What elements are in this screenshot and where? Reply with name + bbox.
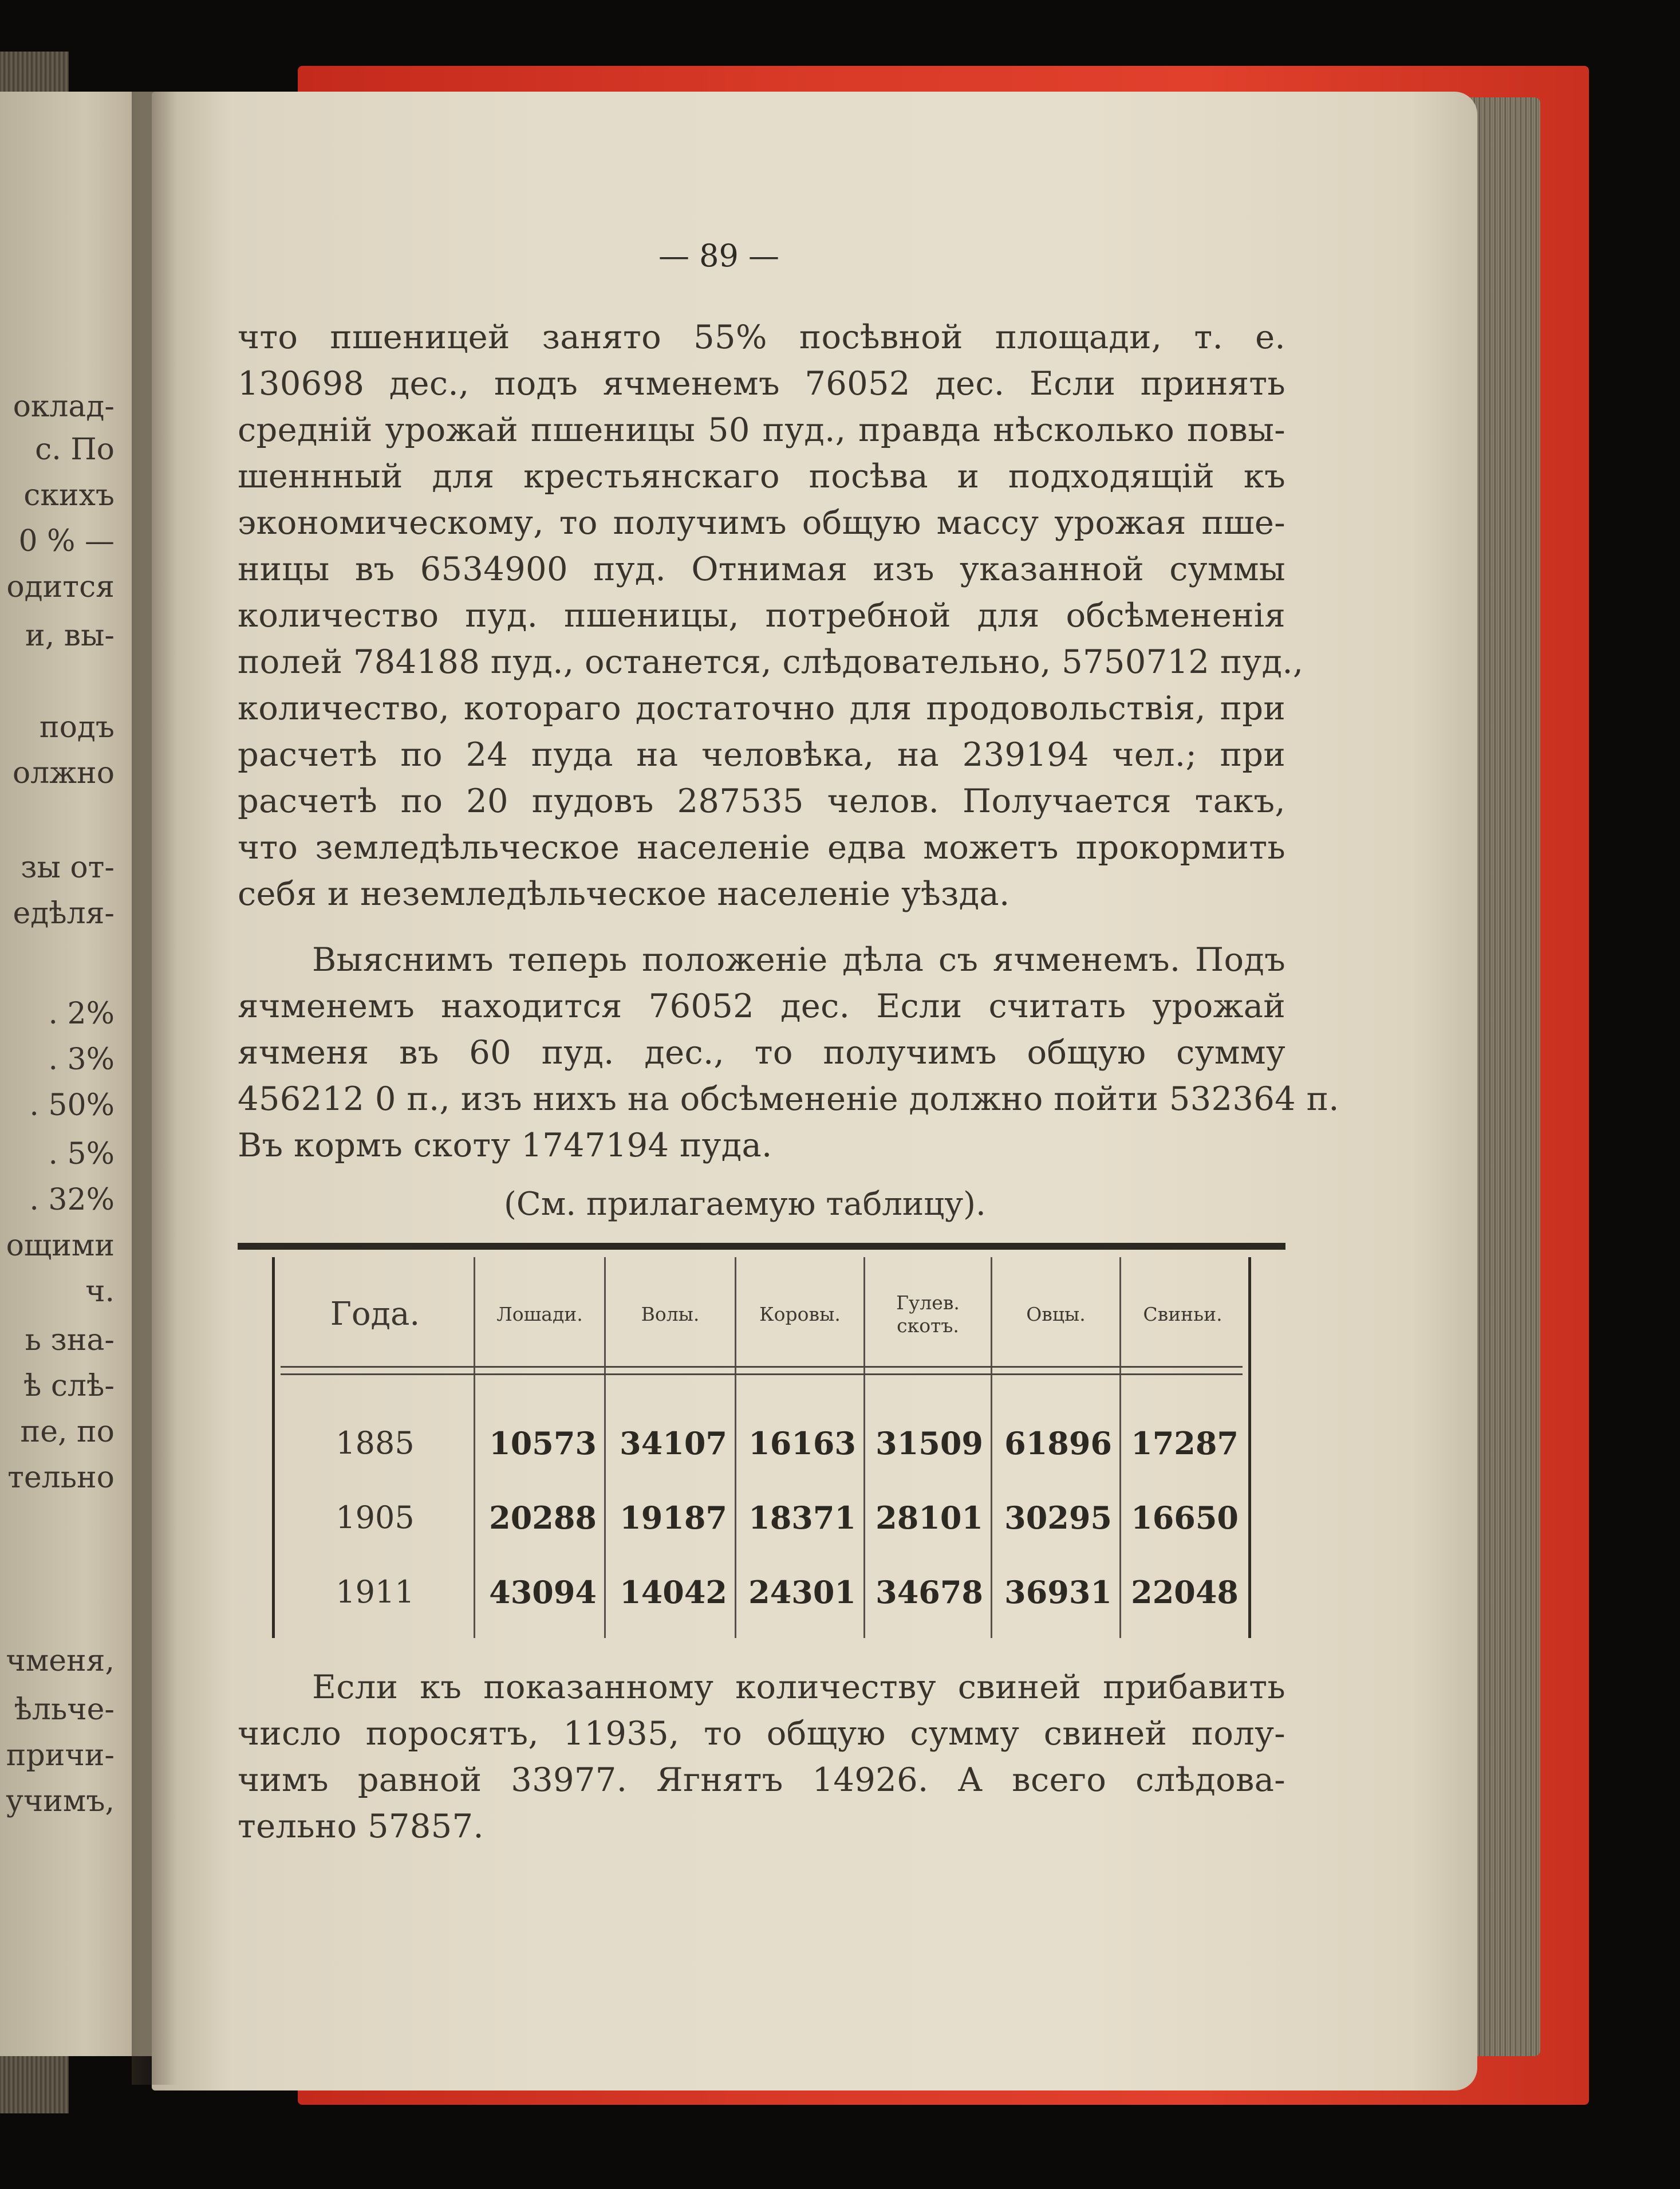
left-fragment: . 5% (48, 1137, 115, 1171)
text-line: 456212 0 п., изъ нихъ на обсѣмененіе должно пойти 532364 п. (238, 1080, 1339, 1118)
header-young-cattle: Гулев. скотъ. (896, 1292, 960, 1337)
left-fragment: причи- (6, 1738, 115, 1773)
left-fragment: ѣ слѣ- (23, 1369, 115, 1403)
paragraph-1 (238, 314, 1304, 917)
cell-horses: 20288 (489, 1499, 597, 1536)
header-horses: Лошади. (496, 1303, 583, 1325)
text-line: экономическому, то получимъ общую массу урожая пше- (238, 503, 1285, 542)
livestock-table (238, 1243, 1285, 1638)
cell-sheep: 30295 (1004, 1499, 1112, 1536)
text-line: число поросятъ, 11935, то общую сумму свиней полу- (238, 1714, 1285, 1753)
text-line: себя и неземледѣльческое населеніе уѣзда. (238, 875, 1010, 913)
cell-young-cattle: 28101 (876, 1499, 983, 1536)
cell-pigs: 17287 (1131, 1425, 1239, 1462)
left-fragment: пе, по (20, 1415, 115, 1449)
left-fragment: 0 % — (18, 524, 115, 558)
left-fragment: скихъ (23, 478, 115, 513)
text-line: полей 784188 пуд., останется, слѣдовательно, 5750712 пуд., (238, 643, 1304, 681)
left-fragment: оклад- (13, 389, 115, 424)
left-fragment: учимъ, (6, 1784, 115, 1818)
left-fragment: . 3% (48, 1042, 115, 1077)
left-fragment: . 2% (48, 997, 115, 1031)
cell-year: 1911 (336, 1574, 415, 1610)
left-fragment: ь зна- (25, 1323, 115, 1357)
header-pigs: Свиньи. (1143, 1303, 1222, 1325)
cell-year: 1905 (336, 1499, 415, 1536)
cell-pigs: 16650 (1131, 1499, 1239, 1536)
header-rule (281, 1373, 1243, 1375)
cell-sheep: 61896 (1004, 1425, 1112, 1462)
cell-year: 1885 (336, 1425, 415, 1461)
cell-oxen: 19187 (620, 1499, 727, 1536)
left-fragment: тельно (7, 1460, 115, 1495)
cell-pigs: 22048 (1131, 1574, 1239, 1611)
cell-young-cattle: 34678 (876, 1574, 983, 1611)
text-line: 130698 дес., подъ ячменемъ 76052 дес. Если принять (238, 364, 1285, 403)
text-line: что пшеницей занято 55% посѣвной площади, т. е. (238, 318, 1285, 356)
text-line: Въ кормъ скоту 1747194 пуда. (238, 1126, 772, 1164)
header-sheep: Овцы. (1026, 1303, 1086, 1325)
header-rule (281, 1366, 1243, 1368)
text-line: ячменемъ находится 76052 дес. Если считать урожай (238, 987, 1285, 1025)
cell-oxen: 34107 (620, 1425, 727, 1462)
cell-cows: 18371 (748, 1499, 856, 1536)
paragraph-3 (238, 1664, 1285, 1849)
left-fragment: и, вы- (25, 619, 115, 653)
left-fragment: ощими (6, 1229, 115, 1263)
header-year: Года. (330, 1296, 420, 1333)
left-fragment: олжно (12, 756, 115, 790)
text-line: тельно 57857. (238, 1807, 484, 1845)
left-fragment: чменя, (6, 1644, 115, 1678)
cell-cows: 16163 (748, 1425, 856, 1462)
text-line: шеннный для крестьянскаго посѣва и подходящій къ (238, 457, 1285, 495)
text-line: Выяснимъ теперь положеніе дѣла съ ячменемъ. Подъ (312, 940, 1285, 979)
cell-cows: 24301 (748, 1574, 856, 1611)
paragraph-2 (238, 936, 1339, 1168)
text-line: расчетѣ по 24 пуда на человѣка, на 239194 чел.; при (238, 735, 1285, 774)
left-fragment: с. По (35, 432, 115, 467)
header-cows: Коровы. (759, 1303, 841, 1325)
text-line: Если къ показанному количеству свиней прибавить (312, 1668, 1285, 1706)
cell-horses: 43094 (489, 1574, 597, 1611)
header-oxen: Волы. (641, 1303, 700, 1325)
gutter-shadow (132, 92, 178, 2085)
text-line: расчетѣ по 20 пудовъ 287535 челов. Получается такъ, (238, 782, 1285, 820)
left-fragment: подъ (39, 710, 115, 745)
cell-sheep: 36931 (1004, 1574, 1112, 1611)
text-line: ницы въ 6534900 пуд. Отнимая изъ указанной суммы (238, 550, 1285, 588)
text-line: что земледѣльческое населеніе едва можетъ прокормить (238, 828, 1285, 867)
left-fragment: ѣльче- (14, 1692, 115, 1727)
left-fragment: едѣля- (13, 896, 115, 931)
cell-horses: 10573 (489, 1425, 597, 1462)
table-note: (См. прилагаемую таблицу). (504, 1186, 986, 1223)
page-number: — 89 — (658, 238, 780, 274)
left-fragment: зы от- (21, 851, 115, 885)
text-line: количество пуд. пшеницы, потребной для обсѣмененія (238, 596, 1285, 635)
left-fragment: . 50% (29, 1088, 115, 1123)
text-line: средній урожай пшеницы 50 пуд., правда нѣсколько повы- (238, 411, 1285, 449)
table-top-rule (238, 1243, 1285, 1250)
text-line: чимъ равной 33977. Ягнятъ 14926. А всего слѣдова- (238, 1761, 1285, 1799)
left-fragment: ч. (85, 1274, 115, 1309)
cell-young-cattle: 31509 (876, 1425, 983, 1462)
cell-oxen: 14042 (620, 1574, 727, 1611)
left-fragment: . 32% (29, 1183, 115, 1217)
left-fragment: одится (6, 570, 115, 604)
text-line: количество, котораго достаточно для продовольствія, при (238, 689, 1285, 727)
text-line: ячменя въ 60 пуд. дес., то получимъ общую сумму (238, 1033, 1285, 1072)
